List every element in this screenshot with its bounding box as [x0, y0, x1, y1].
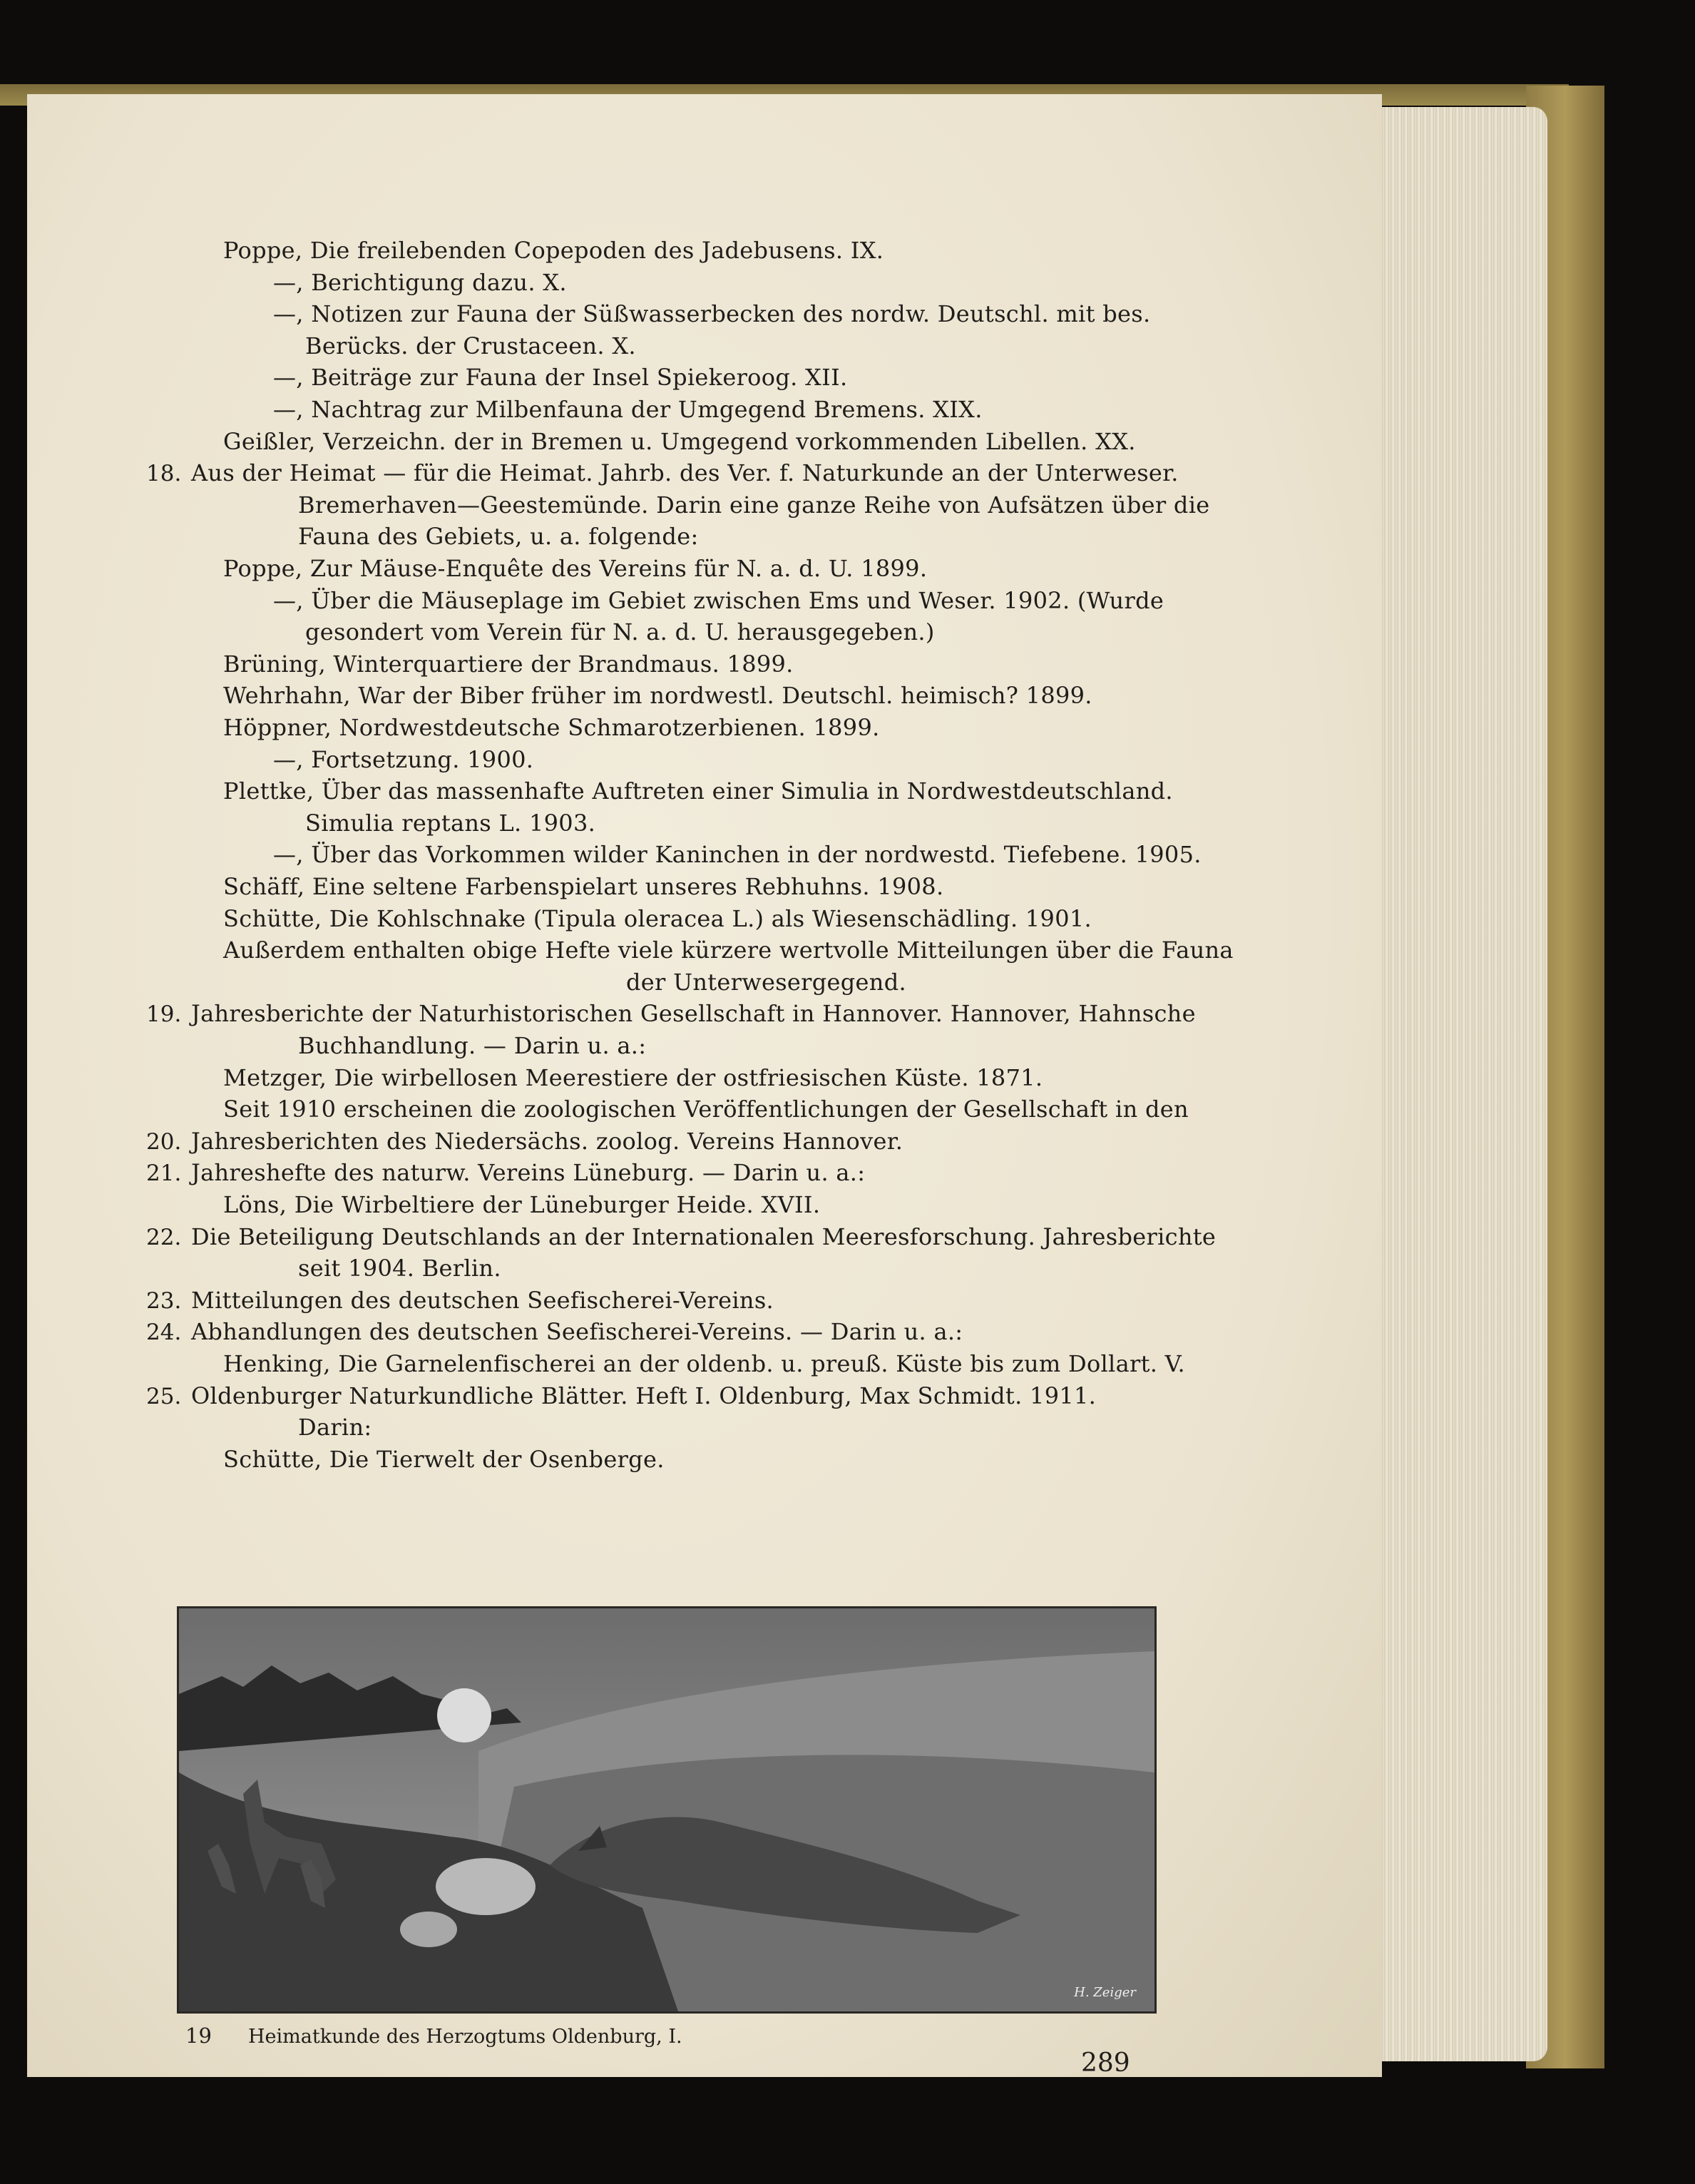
bibliography-entry: Aus der Heimat — für die Heimat. Jahrb. des Ver. f. Naturkunde an der Unterweser. — [191, 459, 1179, 487]
bibliography-line: Buchhandlung. — Darin u. a.: — [298, 1032, 647, 1059]
bibliography-line: Brüning, Winterquartiere der Brandmaus. 1899. — [223, 650, 794, 678]
bibliography-line: Schütte, Die Tierwelt der Osenberge. — [223, 1445, 665, 1473]
entry-number: 24. — [146, 1320, 182, 1346]
bibliography-line: Darin: — [298, 1414, 372, 1441]
bibliography-line: Poppe, Die freilebenden Copepoden des Jadebusens. IX. — [223, 237, 884, 264]
bibliography-entry: Oldenburger Naturkundliche Blätter. Heft I. Oldenburg, Max Schmidt. 1911. — [191, 1382, 1097, 1409]
bibliography-entry: Mitteilungen des deutschen Seefischerei-Vereins. — [191, 1286, 774, 1314]
illustration-signature: H. Zeiger — [1074, 1985, 1136, 2000]
bibliography-line: —, Fortsetzung. 1900. — [273, 745, 534, 773]
bibliography-line: Löns, Die Wirbeltiere der Lüneburger Heide. XVII. — [223, 1191, 821, 1218]
bibliography-entry: Jahresberichten des Niedersächs. zoolog. Vereins Hannover. — [191, 1127, 903, 1155]
bibliography-line: Außerdem enthalten obige Hefte viele kürzere wertvolle Mitteilungen über die Fauna — [223, 937, 1234, 964]
bibliography-line: der Unterwesergegend. — [626, 968, 906, 996]
page-stack-edges — [1376, 107, 1547, 2061]
bibliography-line: —, Nachtrag zur Milbenfauna der Umgegend Bremens. XIX. — [273, 396, 983, 423]
bibliography-line: Poppe, Zur Mäuse-Enquête des Vereins für N. a. d. U. 1899. — [223, 555, 928, 582]
entry-number: 19. — [146, 1001, 182, 1028]
book-page — [27, 94, 1382, 2077]
entry-number: 21. — [146, 1160, 182, 1187]
bibliography-entry: Die Beteiligung Deutschlands an der Internationalen Meeresforschung. Jahresberichte — [191, 1223, 1217, 1250]
bibliography-line: Höppner, Nordwestdeutsche Schmarotzerbienen. 1899. — [223, 714, 880, 741]
illustration-fox-and-deer — [177, 1606, 1157, 2014]
bibliography-line: Fauna des Gebiets, u. a. folgende: — [298, 523, 699, 551]
entry-number: 23. — [146, 1287, 182, 1314]
bibliography-line: Berücks. der Crustaceen. X. — [305, 332, 636, 359]
bibliography-entry: Jahreshefte des naturw. Vereins Lüneburg. — Darin u. a.: — [191, 1159, 866, 1187]
bibliography-entry: Abhandlungen des deutschen Seefischerei-Vereins. — Darin u. a.: — [191, 1318, 963, 1346]
entry-number: 25. — [146, 1383, 182, 1409]
bibliography-line: Schütte, Die Kohlschnake (Tipula oleracea L.) als Wiesenschädling. 1901. — [223, 904, 1092, 932]
bibliography-line: Plettke, Über das massenhafte Auftreten einer Simulia in Nordwestdeutschland. — [223, 777, 1173, 805]
bibliography-line: Geißler, Verzeichn. der in Bremen u. Umgegend vorkommenden Libellen. XX. — [223, 427, 1136, 455]
bibliography-entry: Jahresberichte der Naturhistorischen Gesellschaft in Hannover. Hannover, Hahnsche — [191, 1000, 1196, 1028]
bibliography-line: Henking, Die Garnelenfischerei an der oldenb. u. preuß. Küste bis zum Dollart. V. — [223, 1350, 1185, 1377]
bibliography-line: —, Notizen zur Fauna der Süßwasserbecken des nordw. Deutschl. mit bes. — [273, 300, 1151, 328]
entry-number: 22. — [146, 1224, 182, 1250]
bibliography-line: Wehrhahn, War der Biber früher im nordwestl. Deutschl. heimisch? 1899. — [223, 682, 1092, 710]
bibliography-line: —, Über das Vorkommen wilder Kaninchen in der nordwestd. Tiefebene. 1905. — [273, 841, 1202, 869]
bibliography-line: Schäff, Eine seltene Farbenspielart unseres Rebhuhns. 1908. — [223, 873, 944, 900]
entry-number: 18. — [146, 461, 182, 487]
page-number: 289 — [1081, 2048, 1130, 2078]
bibliography-line: —, Berichtigung dazu. X. — [273, 268, 567, 296]
bibliography-line: Bremerhaven—Geestemünde. Darin eine ganze Reihe von Aufsätzen über die — [298, 491, 1210, 519]
bibliography-line: —, Über die Mäuseplage im Gebiet zwischen Ems und Weser. 1902. (Wurde — [273, 586, 1164, 614]
bibliography-line: Seit 1910 erscheinen die zoologischen Veröffentlichungen der Gesellschaft in den — [223, 1096, 1189, 1123]
bibliography-line: —, Beiträge zur Fauna der Insel Spiekeroog. XII. — [273, 364, 848, 392]
bibliography-line: Simulia reptans L. 1903. — [305, 809, 596, 837]
bibliography-line: Metzger, Die wirbellosen Meerestiere der ostfriesischen Küste. 1871. — [223, 1063, 1043, 1091]
entry-number: 20. — [146, 1128, 182, 1155]
bibliography-line: seit 1904. Berlin. — [298, 1255, 501, 1282]
running-title: Heimatkunde des Herzogtums Oldenburg, I. — [248, 2026, 682, 2048]
signature-mark: 19 — [185, 2024, 212, 2048]
bibliography-line: gesondert vom Verein für N. a. d. U. herausgegeben.) — [305, 618, 935, 646]
